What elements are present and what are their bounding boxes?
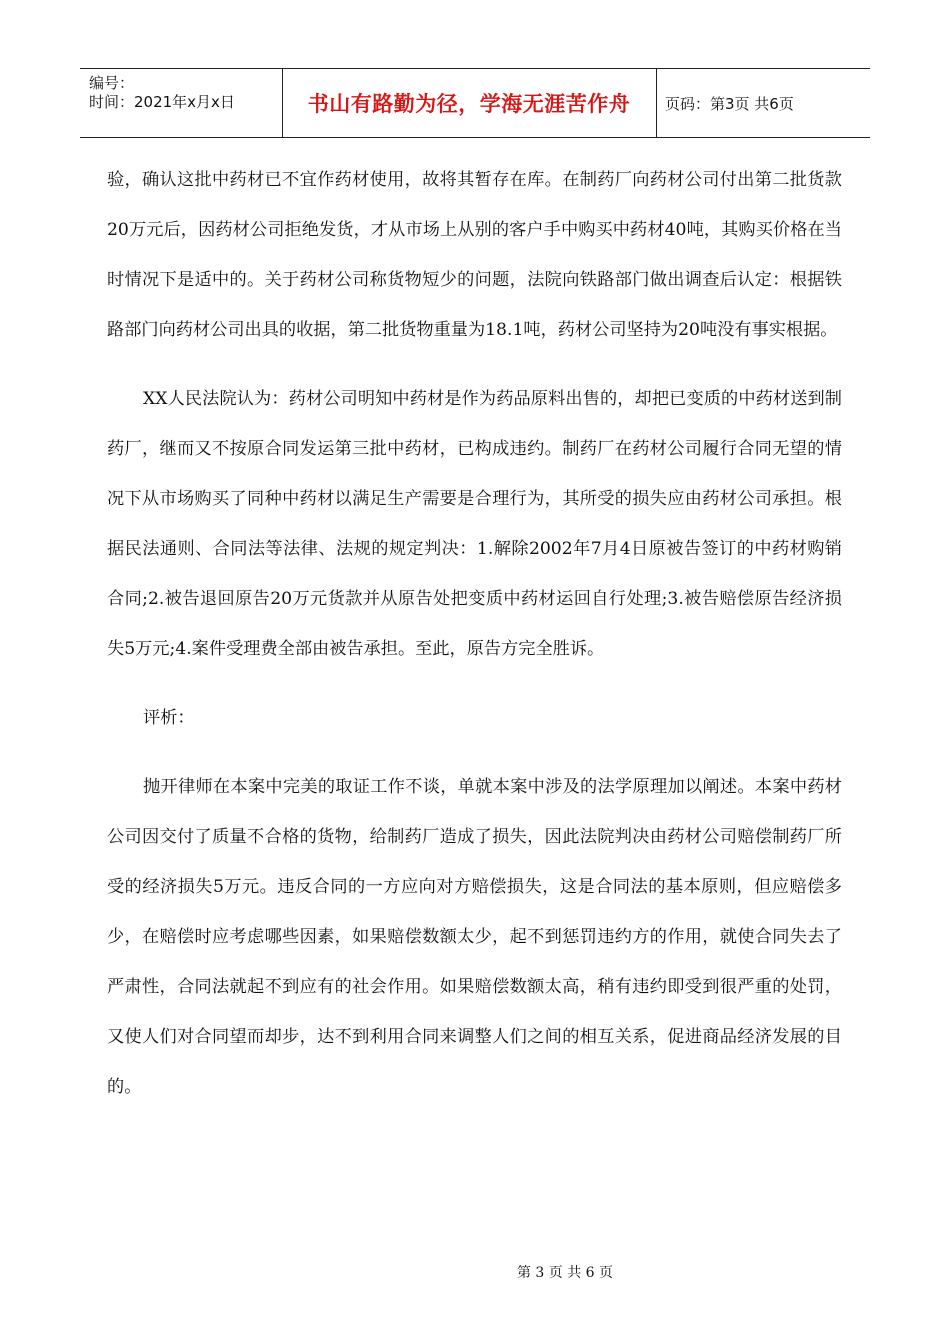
paragraph-court-ruling: XX人民法院认为：药材公司明知中药材是作为药品原料出售的，却把已变质的中药材送到制药厂，继而又不按原合同发运第三批中药材，已构成违约。制药厂在药材公司履行合同无望的情况下从市场购买了同种中药材以满足生产需要是合理行为，其所受的损失应由药材公司承担。根据民法通则、合同法等法律、法规的规定判决：1.解除2002年7月4日原被告签订的中药材购销合同;2.被告退回原告20万元货款并从原告处把变质中药材运回自行处理;3.被告赔偿原告经济损失5万元;4.案件受理费全部由被告承担。至此，原告方完全胜诉。: [107, 389, 842, 659]
motto-text: 书山有路勤为径，学海无涯苦作舟: [307, 92, 631, 116]
header-page-cell: [657, 69, 870, 137]
header-meta-cell: [80, 69, 283, 137]
paragraph-analysis: 抛开律师在本案中完美的取证工作不谈，单就本案中涉及的法学原理加以阐述。本案中药材公司因交付了质量不合格的货物，给制药厂造成了损失，因此法院判决由药材公司赔偿制药厂所受的经济损失5万元。违反合同的一方应向对方赔偿损失，这是合同法的基本原则，但应赔偿多少，在赔偿时应考虑哪些因素，如果赔偿数额太少，起不到惩罚违约方的作用，就使合同失去了严肃性，合同法就起不到应有的社会作用。如果赔偿数额太高，稍有违约即受到很严重的处罚，又使人们对合同望而却步，达不到利用合同来调整人们之间的相互关系，促进商品经济发展的目的。: [107, 777, 842, 1097]
paragraph-analysis-heading: 评析：: [143, 708, 195, 728]
footer-page-number: 第 3 页 共 6 页: [516, 1265, 614, 1281]
document-body: [107, 155, 842, 1112]
paragraph-continuation: 验，确认这批中药材已不宜作药材使用，故将其暂存在库。在制药厂向药材公司付出第二批货款20万元后，因药材公司拒绝发货，才从市场上从别的客户手中购买中药材40吨，其购买价格在当时情况下是适中的。关于药材公司称货物短少的问题，法院向铁路部门做出调查后认定：根据铁路部门向药材公司出具的收据，第二批货物重量为18.1吨，药材公司坚持为20吨没有事实根据。: [107, 170, 842, 340]
page-footer: [0, 1262, 950, 1282]
document-code-label: 编号：: [89, 74, 135, 92]
header-motto-cell: [282, 69, 657, 137]
page-header: [80, 68, 870, 138]
header-page-info: 页码：第3页 共6页: [665, 94, 794, 113]
document-date-label: 时间：2021年x月x日: [89, 93, 235, 111]
